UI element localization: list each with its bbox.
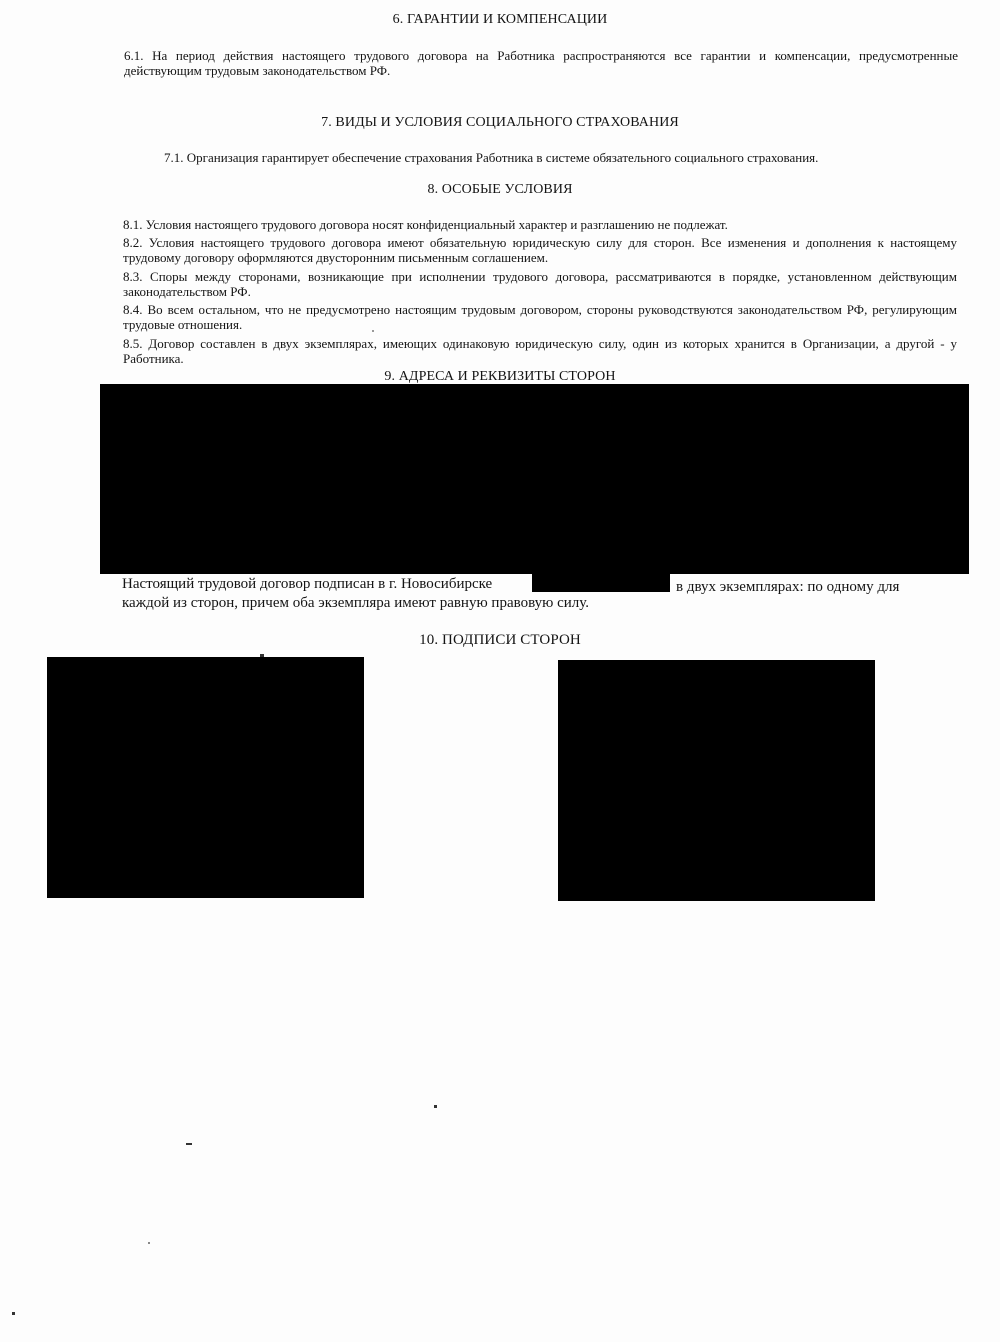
section-7-title: 7. ВИДЫ И УСЛОВИЯ СОЦИАЛЬНОГО СТРАХОВАНИЯ (321, 115, 679, 130)
clause-8-1: 8.1. Условия настоящего трудового договора носят конфиденциальный характер и разглашению не подлежат. (123, 217, 728, 232)
scan-speck (372, 330, 374, 332)
scan-speck (434, 1105, 437, 1108)
section-6-title: 6. ГАРАНТИИ И КОМПЕНСАЦИИ (392, 12, 608, 27)
redacted-signature-employee (558, 660, 875, 901)
redacted-signature-employer (47, 657, 364, 898)
clause-8-3: 8.3. Споры между сторонами, возникающие при исполнении трудового договора, рассматриваются в порядке, установленном действующим законодательством РФ. (123, 269, 957, 299)
scan-speck (186, 1143, 192, 1145)
scan-speck (260, 654, 264, 657)
redacted-requisites-block (100, 384, 969, 574)
clause-6-1: 6.1. На период действия настоящего трудового договора на Работника распространяются все гарантии и компенсации, предусмотренные действующим трудовым законодательством РФ. (124, 48, 958, 78)
scan-speck (12, 1312, 15, 1315)
signed-statement-line2: каждой из сторон, причем оба экземпляра имеют равную правовую силу. (122, 595, 590, 611)
signed-statement-part1: Настоящий трудовой договор подписан в г. Новосибирске (122, 576, 493, 592)
section-9-title: 9. АДРЕСА И РЕКВИЗИТЫ СТОРОН (384, 369, 616, 383)
clause-8-5: 8.5. Договор составлен в двух экземплярах, имеющих одинаковую юридическую силу, один из которых хранится в Организации, а другой - у Работника. (123, 336, 957, 366)
redacted-date (532, 574, 670, 592)
scan-speck (148, 1242, 150, 1244)
clause-8-4: 8.4. Во всем остальном, что не предусмотрено настоящим трудовым договором, стороны руководствуются законодательством РФ, регулирующим трудовые отношения. (123, 302, 957, 332)
section-10-title: 10. ПОДПИСИ СТОРОН (419, 632, 581, 648)
clause-8-2: 8.2. Условия настоящего трудового договора имеют обязательную юридическую силу для сторон. Все изменения и дополнения к настоящему трудовому договору оформляются двусторонним письменным соглашением. (123, 235, 957, 265)
clause-7-1: 7.1. Организация гарантирует обеспечение страхования Работника в системе обязательного социального страхования. (164, 150, 819, 165)
signed-statement-part2: в двух экземплярах: по одному для (676, 579, 900, 595)
section-8-title: 8. ОСОБЫЕ УСЛОВИЯ (427, 182, 573, 197)
